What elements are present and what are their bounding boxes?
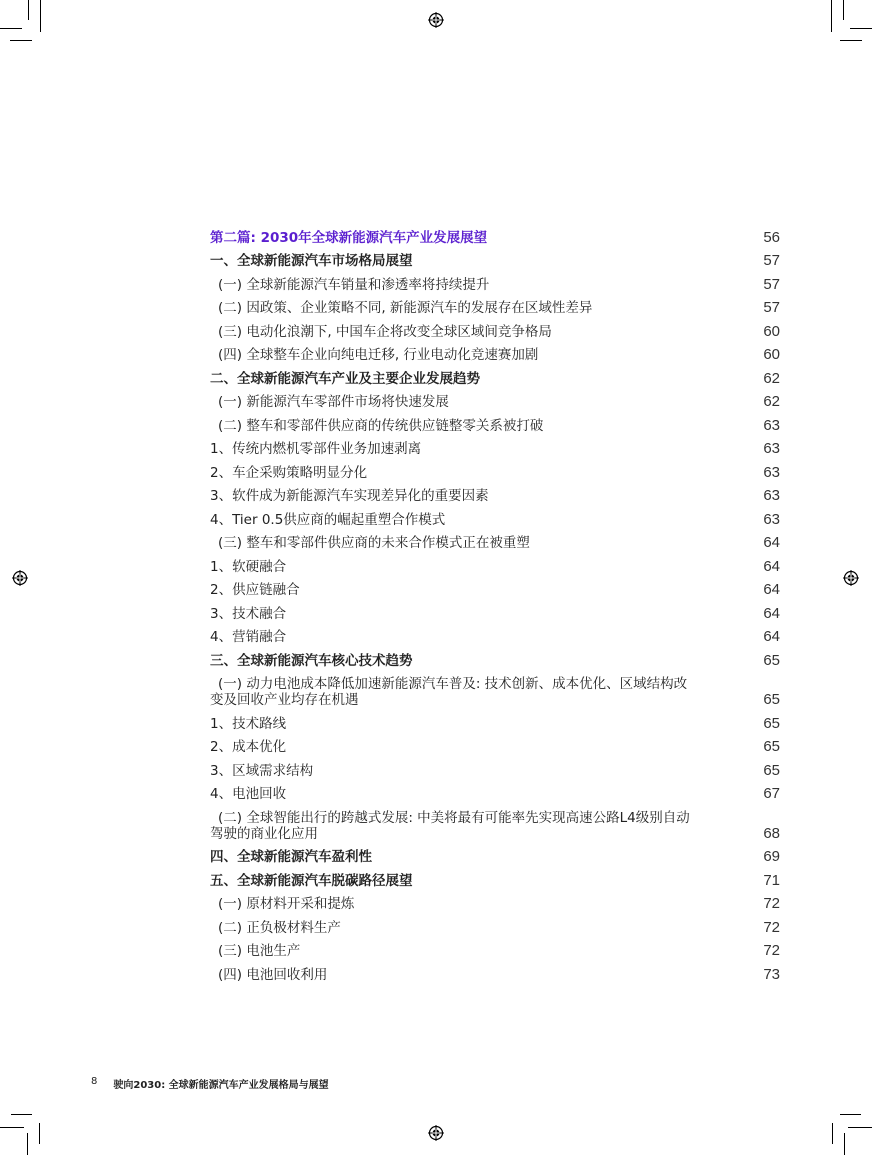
toc-entry[interactable] bbox=[210, 575, 780, 599]
toc-entry-title: 2、供应链融合 bbox=[210, 582, 300, 598]
toc-entry[interactable] bbox=[210, 387, 780, 411]
toc-entry[interactable] bbox=[210, 622, 780, 646]
crop-mark bbox=[831, 0, 832, 32]
toc-entry-page: 62 bbox=[763, 369, 780, 387]
toc-entry[interactable] bbox=[210, 504, 780, 528]
toc-entry-title: 第二篇: 2030年全球新能源汽车产业发展展望 bbox=[210, 229, 488, 246]
toc-entry-page: 65 bbox=[763, 738, 780, 755]
toc-entry[interactable] bbox=[210, 293, 780, 317]
toc-entry-title: 4、Tier 0.5供应商的崛起重塑合作模式 bbox=[210, 511, 446, 528]
toc-entry-title: 四、全球新能源汽车盈利性 bbox=[210, 849, 372, 865]
toc-entry[interactable] bbox=[210, 222, 780, 246]
toc-entry-title: (二) 因政策、企业策略不同, 新能源汽车的发展存在区域性差异 bbox=[218, 300, 593, 316]
registration-mark-icon bbox=[12, 570, 28, 586]
toc-entry-title: 1、软硬融合 bbox=[210, 558, 287, 575]
toc-entry-page: 68 bbox=[763, 824, 780, 842]
toc-entry-page: 63 bbox=[763, 440, 780, 457]
toc-entry-page: 63 bbox=[763, 510, 780, 528]
toc-entry-title: (一) 动力电池成本降低加速新能源汽车普及: 技术创新、成本优化、区域结构改变及回收产业均存在机遇 bbox=[210, 676, 688, 708]
toc-entry[interactable] bbox=[210, 316, 780, 340]
toc-entry[interactable] bbox=[210, 598, 780, 622]
toc-entry-page: 65 bbox=[763, 714, 780, 732]
toc-entry[interactable] bbox=[210, 481, 780, 505]
crop-mark bbox=[40, 0, 41, 32]
toc-entry-page: 71 bbox=[763, 871, 780, 889]
toc-entry[interactable] bbox=[210, 842, 780, 866]
footer-title: 驶向2030: 全球新能源汽车产业发展格局与展望 bbox=[113, 1080, 329, 1091]
toc-entry[interactable] bbox=[210, 865, 780, 889]
page-footer bbox=[91, 1076, 329, 1091]
toc-entry-title: 1、传统内燃机零部件业务加速剥离 bbox=[210, 441, 422, 457]
toc-entry-page: 67 bbox=[763, 785, 780, 802]
toc-entry-page: 72 bbox=[763, 895, 780, 912]
crop-mark bbox=[840, 40, 862, 41]
toc-entry-page: 57 bbox=[763, 275, 780, 293]
toc-entry-page: 57 bbox=[763, 299, 780, 316]
toc-entry-page: 65 bbox=[763, 651, 780, 669]
toc-entry[interactable] bbox=[210, 340, 780, 364]
toc-entry-page: 64 bbox=[763, 628, 780, 645]
toc-entry-title: 一、全球新能源汽车市场格局展望 bbox=[210, 253, 413, 269]
toc-entry[interactable] bbox=[210, 889, 780, 913]
toc-entry[interactable] bbox=[210, 802, 780, 842]
toc-entry-page: 72 bbox=[763, 918, 780, 936]
toc-entry[interactable] bbox=[210, 269, 780, 293]
toc-entry-page: 64 bbox=[763, 557, 780, 575]
toc-entry-title: (三) 电动化浪潮下, 中国车企将改变全球区域间竞争格局 bbox=[218, 323, 552, 340]
toc-entry-page: 64 bbox=[763, 604, 780, 622]
crop-mark bbox=[11, 1114, 32, 1115]
toc-entry[interactable] bbox=[210, 246, 780, 270]
toc-entry-page: 65 bbox=[763, 691, 780, 708]
crop-mark bbox=[844, 1133, 845, 1155]
toc-entry-title: (三) 电池生产 bbox=[218, 943, 301, 959]
crop-mark bbox=[843, 0, 844, 20]
crop-mark bbox=[28, 0, 29, 20]
toc-entry[interactable] bbox=[210, 732, 780, 756]
toc-entry-title: 4、营销融合 bbox=[210, 629, 287, 645]
toc-entry-title: 3、软件成为新能源汽车实现差异化的重要因素 bbox=[210, 488, 489, 504]
crop-mark bbox=[832, 1123, 833, 1144]
toc-entry-title: (二) 正负极材料生产 bbox=[218, 919, 341, 936]
toc-entry-title: 2、车企采购策略明显分化 bbox=[210, 464, 368, 481]
toc-entry-page: 60 bbox=[763, 322, 780, 340]
toc-entry-title: 3、技术融合 bbox=[210, 605, 287, 622]
toc-entry-title: (四) 电池回收利用 bbox=[218, 966, 328, 983]
toc-entry-title: 4、电池回收 bbox=[210, 786, 287, 802]
toc-entry-page: 64 bbox=[763, 581, 780, 598]
toc-entry-page: 63 bbox=[763, 463, 780, 481]
registration-mark-icon bbox=[843, 570, 859, 586]
toc-entry-title: (二) 全球智能出行的跨越式发展: 中美将最有可能率先实现高速公路L4级别自动驾驶的商业化应用 bbox=[210, 809, 690, 842]
toc-entry-title: (一) 原材料开采和提炼 bbox=[218, 896, 355, 912]
toc-entry-title: (一) 全球新能源汽车销量和渗透率将持续提升 bbox=[218, 276, 490, 293]
toc-entry-page: 64 bbox=[763, 534, 780, 551]
crop-mark bbox=[848, 1127, 872, 1128]
toc-entry-page: 57 bbox=[763, 252, 780, 269]
toc-entry-title: 三、全球新能源汽车核心技术趋势 bbox=[210, 652, 413, 669]
toc-entry[interactable] bbox=[210, 959, 780, 983]
toc-entry[interactable] bbox=[210, 912, 780, 936]
crop-mark bbox=[0, 1127, 24, 1128]
toc-entry-title: 五、全球新能源汽车脱碳路径展望 bbox=[210, 872, 413, 889]
toc-entry[interactable] bbox=[210, 936, 780, 960]
toc-entry-page: 56 bbox=[763, 228, 780, 246]
toc-entry[interactable] bbox=[210, 434, 780, 458]
toc-entry[interactable] bbox=[210, 457, 780, 481]
page-number: 8 bbox=[91, 1076, 98, 1087]
toc-entry[interactable] bbox=[210, 708, 780, 732]
toc-entry[interactable] bbox=[210, 410, 780, 434]
toc-entry-title: 3、区域需求结构 bbox=[210, 762, 314, 779]
crop-mark bbox=[39, 1123, 40, 1144]
toc-entry[interactable] bbox=[210, 528, 780, 552]
toc-entry-title: (一) 新能源汽车零部件市场将快速发展 bbox=[218, 394, 449, 410]
toc-entry-page: 60 bbox=[763, 346, 780, 363]
toc-entry[interactable] bbox=[210, 755, 780, 779]
toc-entry-title: (二) 整车和零部件供应商的传统供应链整零关系被打破 bbox=[218, 417, 544, 434]
toc-entry-page: 72 bbox=[763, 942, 780, 959]
toc-entry-title: 1、技术路线 bbox=[210, 715, 287, 732]
crop-mark bbox=[850, 28, 872, 29]
toc-entry-title: (三) 整车和零部件供应商的未来合作模式正在被重塑 bbox=[218, 535, 530, 551]
toc-entry[interactable] bbox=[210, 551, 780, 575]
crop-mark bbox=[840, 1114, 861, 1115]
registration-mark-icon bbox=[428, 1125, 444, 1141]
toc-entry-title: 二、全球新能源汽车产业及主要企业发展趋势 bbox=[210, 370, 480, 387]
table-of-contents bbox=[210, 222, 780, 983]
toc-entry-title: (四) 全球整车企业向纯电迁移, 行业电动化竞速赛加剧 bbox=[218, 347, 539, 363]
crop-mark bbox=[0, 28, 22, 29]
toc-entry-page: 63 bbox=[763, 416, 780, 434]
toc-entry[interactable] bbox=[210, 363, 780, 387]
toc-entry-page: 63 bbox=[763, 487, 780, 504]
toc-entry[interactable] bbox=[210, 645, 780, 669]
crop-mark bbox=[10, 40, 32, 41]
crop-mark bbox=[27, 1133, 28, 1155]
toc-entry[interactable] bbox=[210, 669, 780, 709]
toc-entry-page: 62 bbox=[763, 393, 780, 410]
toc-entry[interactable] bbox=[210, 779, 780, 803]
toc-entry-page: 69 bbox=[763, 848, 780, 865]
toc-entry-page: 65 bbox=[763, 761, 780, 779]
registration-mark-icon bbox=[428, 12, 444, 28]
toc-entry-page: 73 bbox=[763, 965, 780, 983]
toc-entry-title: 2、成本优化 bbox=[210, 739, 287, 755]
